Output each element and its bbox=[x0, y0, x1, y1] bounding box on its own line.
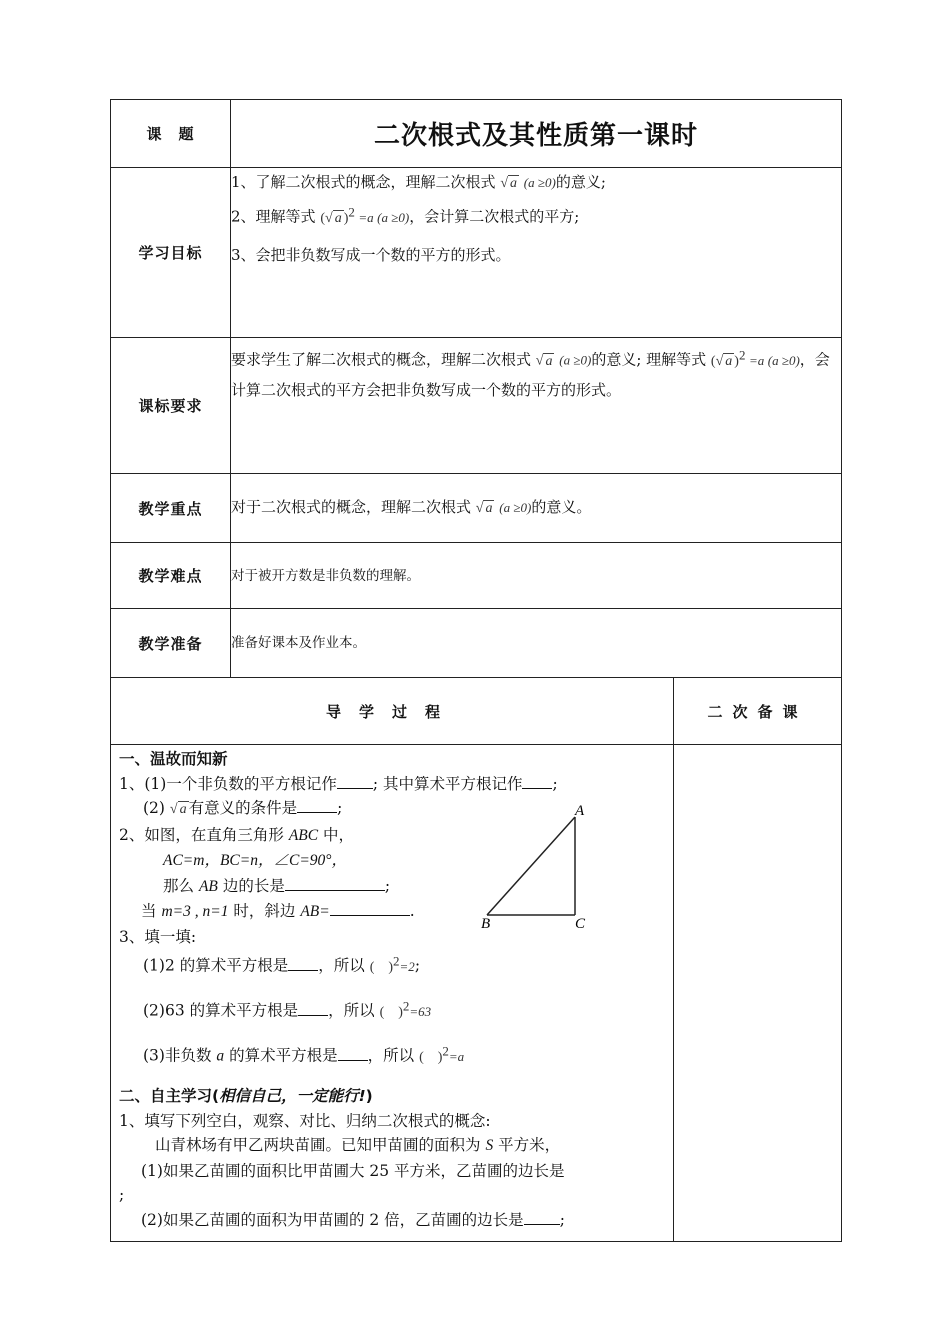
q1-line: 1、(1)一个非负数的平方根记作 ; 其中算术平方根记作 ; bbox=[119, 772, 667, 797]
lesson-plan bbox=[110, 99, 841, 1242]
objectives-row bbox=[111, 168, 842, 338]
difficulties-label: 教学难点 bbox=[111, 543, 231, 609]
s2-para3: (2)如果乙苗圃的面积为甲苗圃的 2 倍，乙苗圃的边长是 ; bbox=[119, 1208, 667, 1233]
square-identity-formula: (√ a )$^2$ =a (a ≥0) bbox=[320, 204, 410, 226]
q3-2-line: (2)63 的算术平方根是 ，所以 ( )$^2$=63 bbox=[143, 998, 432, 1020]
q3-3-line: (3)非负数 a 的算术平方根是 ，所以 ( )$^2$=a bbox=[143, 1043, 465, 1065]
section1-heading: 一、温故而知新 bbox=[119, 750, 228, 768]
process-header: 导学过程 bbox=[111, 678, 674, 745]
objective-3: 3、会把非负数写成一个数的平方的形式。 bbox=[231, 245, 511, 264]
key-points-row bbox=[111, 474, 842, 543]
square-identity-formula: (√ a )$^2$ =a (a ≥0) bbox=[710, 347, 800, 369]
s2-para1: 山青林场有甲乙两块苗圃。已知甲苗圃的面积为 S 平方米， bbox=[155, 1136, 561, 1155]
standards-content: 要求学生了解二次根式的概念，理解二次根式 √ a (a ≥0)的意义; 理解等式 (√ a )$^2$ =a (a ≥0)，会计算二次根式的平方会把非负数写成一个数的平方的形式。 bbox=[231, 338, 842, 474]
lesson-title: 二次根式及其性质第一课时 bbox=[231, 100, 842, 168]
process-row bbox=[111, 745, 842, 1242]
right-triangle-figure bbox=[475, 801, 595, 931]
q2-line3: 那么 AB 边的长是 ; bbox=[119, 874, 667, 900]
condition-formula: (a ≥0) bbox=[523, 175, 556, 190]
preparation-content: 准备好课本及作业本。 bbox=[231, 609, 842, 678]
q3-1-line: (1)2 的算术平方根是 ，所以 ( )$^2$=2; bbox=[143, 953, 421, 975]
objectives-label: 学习目标 bbox=[111, 168, 231, 338]
sqrt-a-formula: √ a bbox=[475, 501, 493, 516]
second-prep-header: 二次备课 bbox=[674, 678, 842, 745]
q1-2-line: (2) √ a 有意义的条件是 ; bbox=[119, 796, 667, 823]
s2-para2: (1)如果乙苗圃的面积比甲苗圃大 25 平方米，乙苗圃的边长是 bbox=[141, 1161, 565, 1180]
process-header-row bbox=[111, 678, 842, 745]
s2-para2-end: ; bbox=[119, 1186, 125, 1205]
q2-line4: 当 m=3 , n=1 时，斜边 AB= . bbox=[119, 899, 667, 925]
key-points-content: 对于二次根式的概念，理解二次根式 √ a (a ≥0)的意义。 bbox=[231, 474, 842, 543]
lesson-plan-table bbox=[110, 99, 842, 1242]
second-prep-cell bbox=[674, 745, 842, 1242]
q2-line: 2、如图，在直角三角形 ABC 中， bbox=[119, 825, 355, 844]
vertex-a-label: A bbox=[575, 803, 585, 819]
key-points-label: 教学重点 bbox=[111, 474, 231, 543]
sqrt-a-formula: √ a bbox=[535, 353, 553, 369]
objectives-content bbox=[231, 168, 842, 338]
preparation-row bbox=[111, 609, 842, 678]
preparation-label: 教学准备 bbox=[111, 609, 231, 678]
s2-q1: 1、填写下列空白，观察、对比、归纳二次根式的概念: bbox=[119, 1111, 491, 1130]
sqrt-a-formula: √ a bbox=[500, 176, 518, 191]
objective-1: 1、了解二次根式的概念，理解二次根式 √ a (a ≥0)的意义; bbox=[231, 173, 606, 191]
objective-2: 2、理解等式 (√ a )$^2$ =a (a ≥0)，会计算二次根式的平方; bbox=[231, 204, 580, 226]
vertex-c-label: C bbox=[575, 916, 586, 931]
side-ab bbox=[487, 817, 575, 915]
topic-row bbox=[111, 100, 842, 168]
q2-line2: AC=m，BC=n，∠C=90°， bbox=[163, 852, 347, 869]
q3-line: 3、填一填: bbox=[119, 927, 197, 946]
difficulties-content: 对于被开方数是非负数的理解。 bbox=[231, 543, 842, 609]
sqrt-a-formula: √ a bbox=[169, 802, 187, 817]
section2-heading: 二、自主学习(相信自己，一定能行!) bbox=[119, 1087, 373, 1106]
difficulties-row bbox=[111, 543, 842, 609]
topic-label: 课 题 bbox=[111, 100, 231, 168]
standards-row bbox=[111, 338, 842, 474]
vertex-b-label: B bbox=[481, 916, 491, 931]
standards-label: 课标要求 bbox=[111, 338, 231, 474]
process-content bbox=[111, 745, 674, 1242]
